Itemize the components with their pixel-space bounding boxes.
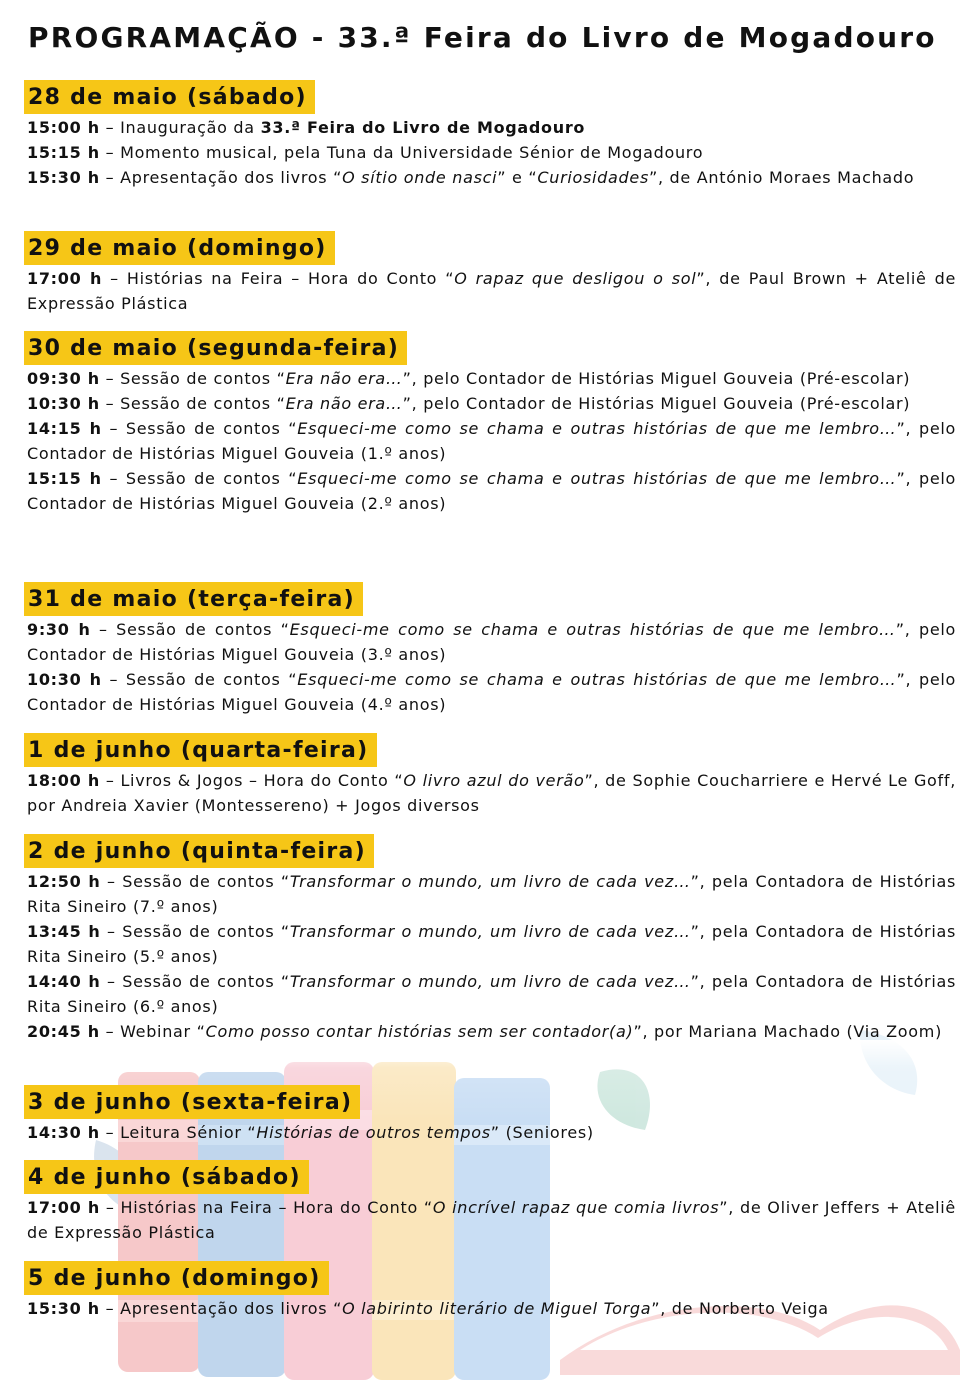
event-list xyxy=(27,768,956,818)
day-heading: 31 de maio (terça-feira) xyxy=(24,582,363,616)
event-text: ”, pela Contadora de Histórias Rita Sineiro (6.º anos) xyxy=(27,972,957,1016)
day-heading: 1 de junho (quarta-feira) xyxy=(24,733,377,767)
event-time: 15:15 h xyxy=(27,469,102,488)
event-text: ”, pela Contadora de Histórias Rita Sineiro (7.º anos) xyxy=(27,872,957,916)
event-list xyxy=(27,1296,956,1321)
event-time: 13:45 h xyxy=(27,922,101,941)
event-title: O incrível rapaz que comia livros xyxy=(432,1198,720,1217)
event-time: 10:30 h xyxy=(27,670,102,689)
event-item xyxy=(27,1120,956,1145)
event-item xyxy=(27,366,956,391)
event-text: – Inauguração da xyxy=(99,118,261,137)
event-time: 17:00 h xyxy=(27,269,103,288)
event-title: Esqueci-me como se chama e outras histórias de que me lembro… xyxy=(297,670,897,689)
event-time: 09:30 h xyxy=(27,369,100,388)
event-item xyxy=(27,466,956,516)
event-time: 20:45 h xyxy=(27,1022,100,1041)
event-item xyxy=(27,165,956,190)
event-title: Transformar o mundo, um livro de cada vez… xyxy=(289,972,691,991)
event-title: O rapaz que desligou o sol xyxy=(454,269,697,288)
event-item xyxy=(27,115,956,140)
event-text: – Sessão de contos “ xyxy=(101,670,298,689)
event-list xyxy=(27,869,956,1044)
event-time: 17:00 h xyxy=(27,1198,100,1217)
event-time: 14:40 h xyxy=(27,972,101,991)
event-item xyxy=(27,667,956,717)
event-text: ”, pela Contadora de Histórias Rita Sineiro (5.º anos) xyxy=(27,922,957,966)
event-title: Esqueci-me como se chama e outras histórias de que me lembro… xyxy=(289,620,896,639)
event-text: ”, pelo Contador de Histórias Miguel Gouveia (Pré-escolar) xyxy=(402,394,911,413)
event-text: ”, pelo Contador de Histórias Miguel Gouveia (Pré-escolar) xyxy=(402,369,911,388)
event-text: ”, de Norberto Veiga xyxy=(651,1299,829,1318)
event-text: – Leitura Sénior “ xyxy=(99,1123,257,1142)
event-title: Curiosidades xyxy=(537,168,649,187)
event-title: O livro azul do verão xyxy=(403,771,585,790)
event-title: Era não era… xyxy=(285,394,403,413)
event-item xyxy=(27,140,956,165)
event-text: – Sessão de contos “ xyxy=(100,872,290,891)
event-title: Esqueci-me como se chama e outras histórias de que me lembro… xyxy=(297,419,897,438)
day-heading: 28 de maio (sábado) xyxy=(24,80,315,114)
event-time: 15:00 h xyxy=(27,118,100,137)
event-text: – Apresentação dos livros “ xyxy=(99,1299,343,1318)
day-section xyxy=(0,733,980,818)
event-text: – Webinar “ xyxy=(99,1022,206,1041)
event-text: – Momento musical, pela Tuna da Universidade Sénior de Mogadouro xyxy=(99,143,704,162)
event-text: – Livros & Jogos – Hora do Conto “ xyxy=(99,771,404,790)
event-time: 15:30 h xyxy=(27,1299,100,1318)
day-section xyxy=(0,80,980,190)
event-text: ”, de Paul Brown + Ateliê de Expressão Plástica xyxy=(27,269,957,313)
event-title: Transformar o mundo, um livro de cada vez… xyxy=(289,922,691,941)
event-title: Histórias de outros tempos xyxy=(256,1123,491,1142)
event-text: ”, pelo Contador de Histórias Miguel Gouveia (1.º anos) xyxy=(27,419,956,463)
event-time: 10:30 h xyxy=(27,394,100,413)
event-text: ”, de Sophie Coucharriere e Hervé Le Goff, por Andreia Xavier (Montessereno) + Jogos diversos xyxy=(27,771,956,815)
event-item xyxy=(27,391,956,416)
event-text: – Sessão de contos “ xyxy=(101,419,298,438)
day-section xyxy=(0,231,980,316)
event-text: ”, pelo Contador de Histórias Miguel Gouveia (4.º anos) xyxy=(27,670,956,714)
day-section xyxy=(0,331,980,516)
event-item xyxy=(27,1296,956,1321)
event-time: 9:30 h xyxy=(27,620,91,639)
event-item xyxy=(27,919,956,969)
event-text: – Sessão de contos “ xyxy=(100,972,290,991)
event-text: – Sessão de contos “ xyxy=(99,369,286,388)
event-item xyxy=(27,969,956,1019)
event-list xyxy=(27,617,956,717)
event-time: 12:50 h xyxy=(27,872,101,891)
event-title: Transformar o mundo, um livro de cada vez… xyxy=(289,872,691,891)
day-heading: 3 de junho (sexta-feira) xyxy=(24,1085,360,1119)
day-heading: 30 de maio (segunda-feira) xyxy=(24,331,407,365)
event-text: ”, de Oliver Jeffers + Ateliê de Expressão Plástica xyxy=(27,1198,956,1242)
event-list xyxy=(27,266,956,316)
event-item xyxy=(27,768,956,818)
event-title: Esqueci-me como se chama e outras histórias de que me lembro… xyxy=(297,469,897,488)
day-section xyxy=(0,834,980,1044)
event-text: 33.ª Feira do Livro de Mogadouro xyxy=(260,118,586,137)
event-text: – Sessão de contos “ xyxy=(99,394,286,413)
day-section xyxy=(0,1160,980,1245)
event-title: O sítio onde nasci xyxy=(342,168,498,187)
event-title: Era não era… xyxy=(285,369,403,388)
event-text: – Sessão de contos “ xyxy=(90,620,290,639)
event-text: – Histórias na Feira – Hora do Conto “ xyxy=(102,269,455,288)
event-text: – Sessão de contos “ xyxy=(101,469,298,488)
event-list xyxy=(27,366,956,516)
event-time: 15:15 h xyxy=(27,143,100,162)
event-list xyxy=(27,1195,956,1245)
event-title: O labirinto literário de Miguel Torga xyxy=(342,1299,652,1318)
event-item xyxy=(27,266,956,316)
event-item xyxy=(27,1019,956,1044)
event-text: – Histórias na Feira – Hora do Conto “ xyxy=(99,1198,433,1217)
day-heading: 5 de junho (domingo) xyxy=(24,1261,329,1295)
event-text: ” e “ xyxy=(497,168,538,187)
day-section xyxy=(0,582,980,717)
day-heading: 4 de junho (sábado) xyxy=(24,1160,309,1194)
event-time: 18:00 h xyxy=(27,771,100,790)
event-item xyxy=(27,617,956,667)
event-title: Como posso contar histórias sem ser contador(a) xyxy=(205,1022,634,1041)
event-item xyxy=(27,416,956,466)
day-section xyxy=(0,1261,980,1321)
event-time: 14:30 h xyxy=(27,1123,100,1142)
event-text: – Apresentação dos livros “ xyxy=(99,168,343,187)
event-text: ” (Seniores) xyxy=(490,1123,594,1142)
event-text: – Sessão de contos “ xyxy=(100,922,290,941)
event-item xyxy=(27,869,956,919)
event-time: 15:30 h xyxy=(27,168,100,187)
event-item xyxy=(27,1195,956,1245)
day-section xyxy=(0,1085,980,1145)
day-heading: 2 de junho (quinta-feira) xyxy=(24,834,374,868)
day-heading: 29 de maio (domingo) xyxy=(24,231,335,265)
event-text: ”, pelo Contador de Histórias Miguel Gouveia (3.º anos) xyxy=(27,620,956,664)
event-text: ”, por Mariana Machado (Via Zoom) xyxy=(633,1022,943,1041)
event-list xyxy=(27,1120,956,1145)
event-text: ”, de António Moraes Machado xyxy=(648,168,915,187)
event-time: 14:15 h xyxy=(27,419,102,438)
event-list xyxy=(27,115,956,190)
page-title: PROGRAMAÇÃO - 33.ª Feira do Livro de Mogadouro xyxy=(28,21,937,54)
event-text: ”, pelo Contador de Histórias Miguel Gouveia (2.º anos) xyxy=(27,469,956,513)
